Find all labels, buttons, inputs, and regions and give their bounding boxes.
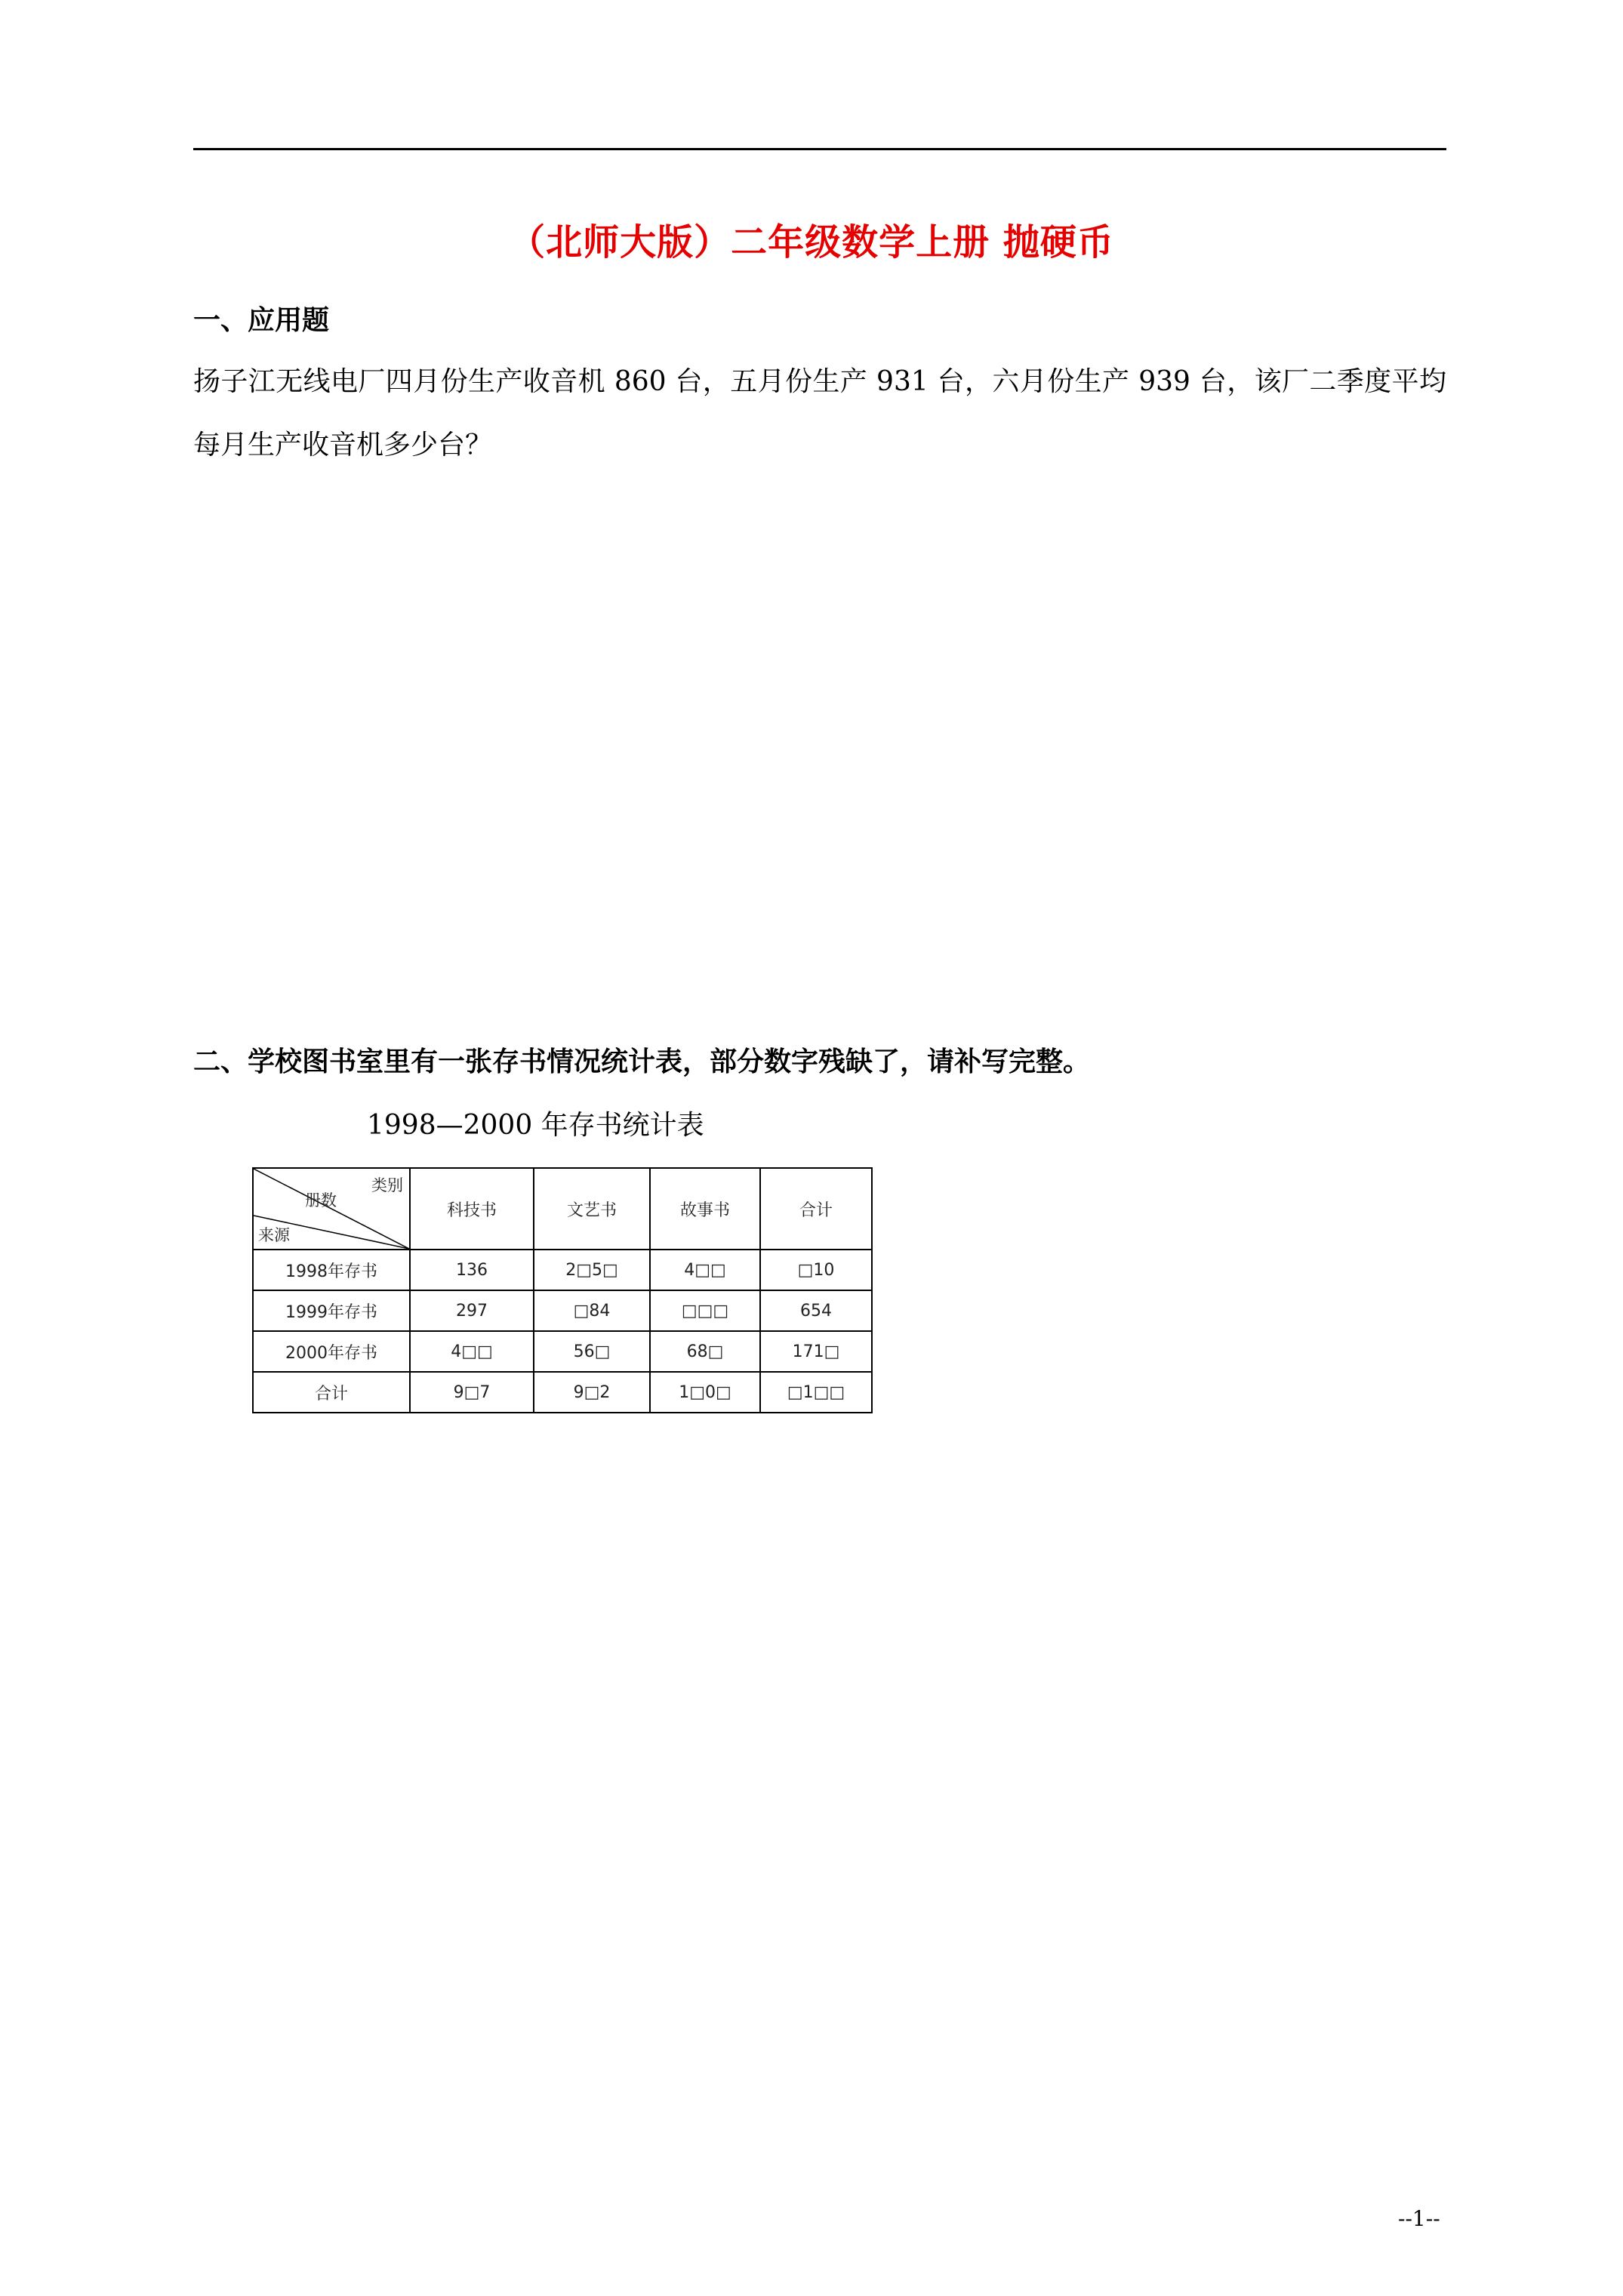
table-cell: 4□□ [650, 1250, 760, 1290]
page-number: --1-- [1398, 2206, 1440, 2231]
table-cell: 297 [410, 1290, 534, 1331]
table-cell: 2□5□ [534, 1250, 650, 1290]
section-1-heading: 一、应用题 [193, 304, 330, 336]
row-label: 1998年存书 [253, 1250, 410, 1290]
column-header: 文艺书 [534, 1168, 650, 1250]
table-caption: 1998—2000 年存书统计表 [367, 1110, 704, 1141]
column-header: 科技书 [410, 1168, 534, 1250]
row-label: 2000年存书 [253, 1331, 410, 1372]
table-cell: 1□0□ [650, 1372, 760, 1413]
row-label: 合计 [253, 1372, 410, 1413]
section-2-heading: 二、学校图书室里有一张存书情况统计表，部分数字残缺了，请补写完整。 [193, 1046, 1091, 1077]
header-rule [193, 148, 1446, 150]
table-cell: □□□ [650, 1290, 760, 1331]
corner-count-label: 册数 [305, 1191, 337, 1210]
table-cell: 56□ [534, 1331, 650, 1372]
diagonal-header-cell [253, 1168, 410, 1250]
table-cell: □84 [534, 1290, 650, 1331]
table-cell: 136 [410, 1250, 534, 1290]
table-header-row [253, 1168, 872, 1250]
table-row [253, 1331, 872, 1372]
table-row [253, 1372, 872, 1413]
table-cell: 68□ [650, 1331, 760, 1372]
corner-category-label: 类别 [371, 1176, 403, 1194]
table-cell: 9□2 [534, 1372, 650, 1413]
table-cell: □1□□ [760, 1372, 872, 1413]
section-1-problem: 扬子江无线电厂四月份生产收音机 860 台，五月份生产 931 台，六月份生产 939 台，该厂二季度平均每月生产收音机多少台？ [193, 366, 1446, 461]
column-header: 合计 [760, 1168, 872, 1250]
table-cell: □10 [760, 1250, 872, 1290]
table-cell: 171□ [760, 1331, 872, 1372]
table-cell: 654 [760, 1290, 872, 1331]
corner-source-label: 来源 [258, 1226, 290, 1244]
table-cell: 4□□ [410, 1331, 534, 1372]
column-header: 故事书 [650, 1168, 760, 1250]
table-row [253, 1250, 872, 1290]
table-row [253, 1290, 872, 1331]
table-cell: 9□7 [410, 1372, 534, 1413]
book-statistics-table [252, 1167, 873, 1413]
row-label: 1999年存书 [253, 1290, 410, 1331]
document-title: （北师大版）二年级数学上册 抛硬币 [509, 221, 1114, 264]
